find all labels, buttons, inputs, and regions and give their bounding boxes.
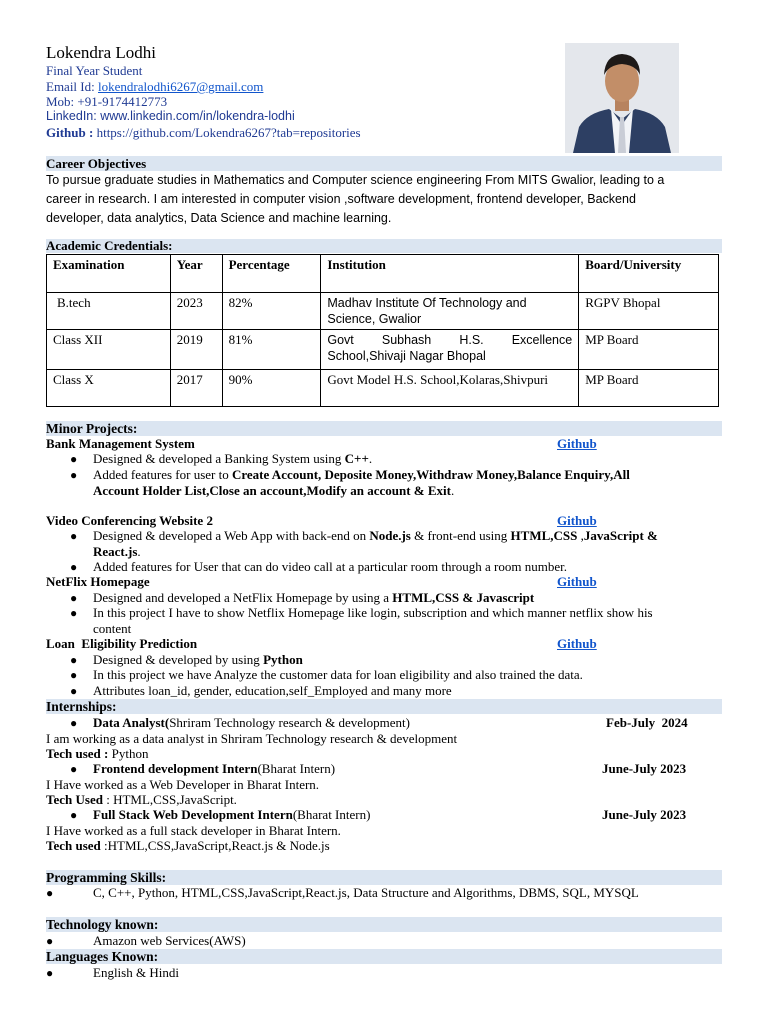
project-netflix-github-link[interactable]: Github bbox=[557, 574, 597, 589]
cell-year: 2023 bbox=[170, 293, 222, 330]
bullet-icon: ● bbox=[70, 468, 78, 482]
project-video-name: Video Conferencing Website 2 bbox=[46, 513, 213, 528]
bullet-icon: ● bbox=[70, 668, 78, 682]
candidate-name: Lokendra Lodhi bbox=[46, 43, 156, 62]
mobile-line: Mob: +91-9174412773 bbox=[46, 94, 168, 109]
email-link[interactable]: lokendralodhi6267@gmail.com bbox=[98, 79, 264, 94]
github-label: Github : bbox=[46, 125, 97, 140]
internship-1-tech: Tech used : Python bbox=[46, 746, 149, 761]
project-bank-bullet-1: Designed & developed a Banking System using C++. bbox=[93, 451, 373, 466]
col-examination: Examination bbox=[47, 255, 171, 293]
project-bank-bullet-2: Added features for user to Create Account, Deposite Money,Withdraw Money,Balance Enquiry,All Account Holder List,Close an account,Modify an account & Exit. bbox=[93, 467, 630, 498]
bullet-icon: ● bbox=[70, 560, 78, 574]
internship-3-tech: Tech used :HTML,CSS,JavaScript,React.js & Node.js bbox=[46, 838, 330, 853]
academic-title: Academic Credentials: bbox=[46, 238, 173, 253]
project-video-bullet-2: Added features for User that can do video call at a particular room through a room number. bbox=[93, 559, 567, 574]
internship-1-title: Data Analyst(Shriram Technology research & development) bbox=[93, 715, 410, 730]
bullet-icon: ● bbox=[70, 452, 78, 466]
internship-2-title: Frontend development Intern(Bharat Intern) bbox=[93, 761, 336, 776]
cell-pct: 81% bbox=[222, 330, 321, 370]
col-institution: Institution bbox=[321, 255, 579, 293]
bullet-icon: ● bbox=[70, 606, 78, 620]
project-bank-github-link[interactable]: Github bbox=[557, 436, 597, 451]
career-text-line: To pursue graduate studies in Mathematics and Computer science engineering From MITS Gwalior, leading to a bbox=[46, 173, 665, 187]
project-loan-github-link[interactable]: Github bbox=[557, 636, 597, 651]
github-url[interactable]: https://github.com/Lokendra6267?tab=repositories bbox=[96, 125, 361, 140]
table-row bbox=[47, 370, 719, 407]
cell-exam: Class X bbox=[47, 370, 171, 407]
email-line bbox=[46, 79, 263, 94]
bullet-icon: ● bbox=[46, 934, 54, 948]
cell-year: 2019 bbox=[170, 330, 222, 370]
projects-title: Minor Projects: bbox=[46, 421, 138, 436]
career-text-line: career in research. I am interested in computer vision ,software development, frontend developer, Backend bbox=[46, 192, 636, 206]
cell-pct: 82% bbox=[222, 293, 321, 330]
internship-3-date: June-July 2023 bbox=[602, 807, 687, 822]
bullet-icon: ● bbox=[46, 886, 54, 900]
project-bank-name: Bank Management System bbox=[46, 436, 195, 451]
career-title: Career Objectives bbox=[46, 156, 147, 171]
bullet-icon: ● bbox=[70, 684, 78, 698]
academic-table bbox=[46, 254, 719, 407]
languages-title: Languages Known: bbox=[46, 949, 159, 964]
bullet-icon: ● bbox=[70, 653, 78, 667]
project-loan-bullet-1: Designed & developed by using Python bbox=[93, 652, 303, 667]
internship-2-date: June-July 2023 bbox=[602, 761, 687, 776]
cell-pct: 90% bbox=[222, 370, 321, 407]
bullet-icon: ● bbox=[70, 529, 78, 543]
github-line bbox=[46, 125, 361, 140]
cell-year: 2017 bbox=[170, 370, 222, 407]
cell-inst: Govt Subhash H.S. Excellence School,Shivaji Nagar Bhopal bbox=[321, 330, 579, 370]
cell-inst: Madhav Institute Of Technology and Science, Gwalior bbox=[321, 293, 579, 330]
project-loan-name: Loan Eligibility Prediction bbox=[46, 636, 198, 651]
cell-inst: Govt Model H.S. School,Kolaras,Shivpuri bbox=[321, 370, 579, 407]
project-netflix-bullet-1: Designed and developed a NetFlix Homepage by using a HTML,CSS & Javascript bbox=[93, 590, 535, 605]
table-row bbox=[47, 330, 719, 370]
career-text bbox=[46, 171, 726, 228]
cell-exam: Class XII bbox=[47, 330, 171, 370]
project-video-github-link[interactable]: Github bbox=[557, 513, 597, 528]
bullet-icon: ● bbox=[70, 716, 78, 730]
internships-title: Internships: bbox=[46, 699, 117, 714]
internships-bar bbox=[46, 699, 722, 714]
profile-photo-illustration bbox=[565, 43, 679, 153]
bullet-icon: ● bbox=[70, 808, 78, 822]
skills-text: C, C++, Python, HTML,CSS,JavaScript,React.js, Data Structure and Algorithms, DBMS, SQL, MYSQL bbox=[93, 885, 639, 900]
project-netflix-bullet-2: In this project I have to show Netflix Homepage like login, subscription and which manner netflix show his content bbox=[93, 605, 653, 636]
col-year: Year bbox=[170, 255, 222, 293]
cell-board: MP Board bbox=[579, 370, 719, 407]
languages-text: English & Hindi bbox=[93, 965, 179, 980]
technology-title: Technology known: bbox=[46, 917, 159, 932]
table-header-row bbox=[47, 255, 719, 293]
career-bar bbox=[46, 156, 722, 171]
project-loan-bullet-2: In this project we have Analyze the customer data for loan eligibility and also trained the data. bbox=[93, 667, 583, 682]
technology-text: Amazon web Services(AWS) bbox=[93, 933, 246, 948]
internship-1-date: Feb-July 2024 bbox=[606, 715, 688, 730]
profile-photo bbox=[565, 43, 679, 153]
bullet-icon: ● bbox=[70, 762, 78, 776]
col-board: Board/University bbox=[579, 255, 719, 293]
bullet-icon: ● bbox=[46, 966, 54, 980]
internship-2-tech: Tech Used : HTML,CSS,JavaScript. bbox=[46, 792, 237, 807]
project-netflix-name: NetFlix Homepage bbox=[46, 574, 150, 589]
cell-board: RGPV Bhopal bbox=[579, 293, 719, 330]
cell-board: MP Board bbox=[579, 330, 719, 370]
candidate-role: Final Year Student bbox=[46, 63, 143, 78]
skills-title: Programming Skills: bbox=[46, 870, 167, 885]
bullet-icon: ● bbox=[70, 591, 78, 605]
cell-exam: B.tech bbox=[47, 293, 171, 330]
internship-3-desc: I Have worked as a full stack developer in Bharat Intern. bbox=[46, 823, 341, 838]
email-label: Email Id: bbox=[46, 79, 98, 94]
projects-bar bbox=[46, 421, 722, 436]
career-text-line: developer, data analytics, Data Science and machine learning. bbox=[46, 211, 392, 225]
internship-1-desc: I am working as a data analyst in Shriram Technology research & development bbox=[46, 731, 458, 746]
internship-3-title: Full Stack Web Development Intern(Bharat Intern) bbox=[93, 807, 371, 822]
internship-2-desc: I Have worked as a Web Developer in Bharat Intern. bbox=[46, 777, 320, 792]
project-loan-bullet-3: Attributes loan_id, gender, education,self_Employed and many more bbox=[93, 683, 452, 698]
table-row bbox=[47, 293, 719, 330]
project-video-bullet-1: Designed & developed a Web App with back-end on Node.js & front-end using HTML,CSS ,JavaScript & React.js. bbox=[93, 528, 658, 559]
linkedin-line[interactable]: LinkedIn: www.linkedin.com/in/lokendra-lodhi bbox=[46, 109, 295, 123]
col-percentage: Percentage bbox=[222, 255, 321, 293]
